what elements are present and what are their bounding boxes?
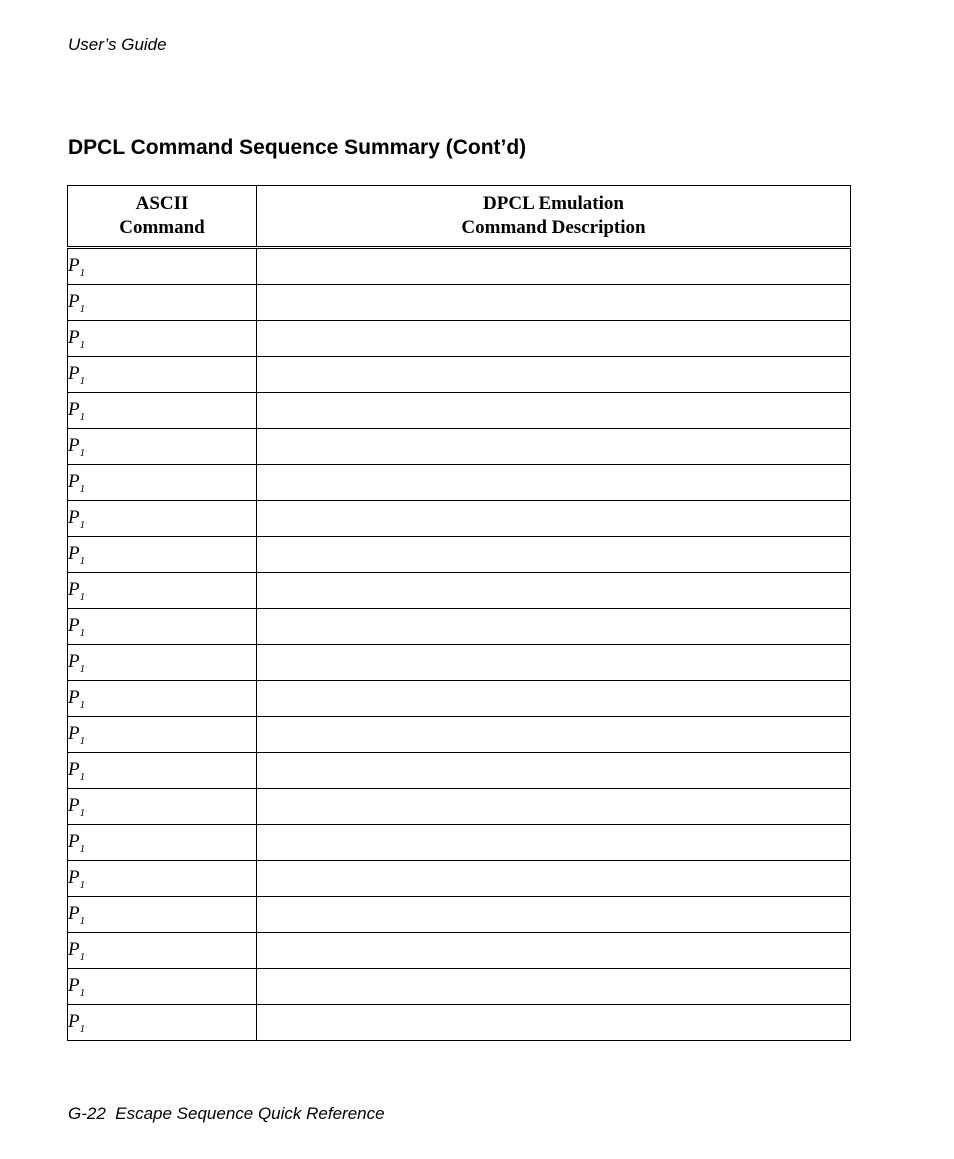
ascii-command-cell: $P_1$ bbox=[68, 897, 257, 933]
table-row bbox=[68, 1005, 851, 1041]
description-cell bbox=[257, 501, 851, 537]
table-row bbox=[68, 861, 851, 897]
ascii-command-cell: $P_1$ bbox=[68, 717, 257, 753]
description-cell bbox=[257, 429, 851, 465]
table-row bbox=[68, 321, 851, 357]
col1-header-line2: Command bbox=[119, 217, 205, 238]
ascii-command-cell: $P_1$ bbox=[68, 321, 257, 357]
description-cell bbox=[257, 861, 851, 897]
description-cell bbox=[257, 465, 851, 501]
table-row bbox=[68, 933, 851, 969]
ascii-command-cell: $P_1$ bbox=[68, 825, 257, 861]
description-cell bbox=[257, 321, 851, 357]
ascii-command-cell: $P_1$ bbox=[68, 537, 257, 573]
command-table bbox=[67, 185, 851, 1041]
col2-header-line1: DPCL Emulation bbox=[483, 193, 624, 214]
description-cell bbox=[257, 789, 851, 825]
table-row bbox=[68, 717, 851, 753]
ascii-command-cell: $P_1$ bbox=[68, 789, 257, 825]
table-row bbox=[68, 897, 851, 933]
ascii-command-cell: $P_1$ bbox=[68, 753, 257, 789]
table-row bbox=[68, 285, 851, 321]
description-cell bbox=[257, 969, 851, 1005]
ascii-command-cell: $P_1$ bbox=[68, 429, 257, 465]
ascii-command-cell: $P_1$ bbox=[68, 681, 257, 717]
table-row bbox=[68, 825, 851, 861]
ascii-command-cell: $P_1$ bbox=[68, 465, 257, 501]
description-cell bbox=[257, 285, 851, 321]
table-row bbox=[68, 645, 851, 681]
table-row bbox=[68, 573, 851, 609]
ascii-command-cell: $P_1$ bbox=[68, 393, 257, 429]
description-cell bbox=[257, 609, 851, 645]
table-row bbox=[68, 248, 851, 285]
table-row bbox=[68, 501, 851, 537]
description-cell bbox=[257, 933, 851, 969]
section-title: DPCL Command Sequence Summary (Cont’d) bbox=[68, 136, 527, 159]
description-cell bbox=[257, 357, 851, 393]
ascii-command-cell: $P_1$ bbox=[68, 1005, 257, 1041]
ascii-command-cell: $P_1$ bbox=[68, 969, 257, 1005]
description-cell bbox=[257, 537, 851, 573]
ascii-command-cell: $P_1$ bbox=[68, 248, 257, 285]
ascii-command-cell: $P_1$ bbox=[68, 609, 257, 645]
table-row bbox=[68, 789, 851, 825]
running-head: User’s Guide bbox=[68, 35, 167, 54]
description-cell bbox=[257, 573, 851, 609]
description-cell bbox=[257, 717, 851, 753]
ascii-command-cell: $P_1$ bbox=[68, 285, 257, 321]
description-cell bbox=[257, 681, 851, 717]
col2-header-line2: Command Description bbox=[461, 217, 646, 238]
page-footer: G-22 Escape Sequence Quick Reference bbox=[68, 1104, 385, 1123]
description-cell bbox=[257, 753, 851, 789]
ascii-command-cell: $P_1$ bbox=[68, 573, 257, 609]
description-cell bbox=[257, 825, 851, 861]
table-row bbox=[68, 537, 851, 573]
table-row bbox=[68, 681, 851, 717]
table-row bbox=[68, 393, 851, 429]
ascii-command-cell: $P_1$ bbox=[68, 645, 257, 681]
table-row bbox=[68, 357, 851, 393]
table-row bbox=[68, 609, 851, 645]
description-cell bbox=[257, 645, 851, 681]
ascii-command-cell: $P_1$ bbox=[68, 861, 257, 897]
description-cell bbox=[257, 393, 851, 429]
description-cell bbox=[257, 248, 851, 285]
table-header-row bbox=[68, 186, 851, 248]
description-cell bbox=[257, 897, 851, 933]
table-row bbox=[68, 429, 851, 465]
description-cell bbox=[257, 1005, 851, 1041]
table-row bbox=[68, 465, 851, 501]
col1-header-line1: ASCII bbox=[135, 193, 189, 214]
table-row bbox=[68, 753, 851, 789]
ascii-command-cell: $P_1$ bbox=[68, 933, 257, 969]
ascii-command-cell: $P_1$ bbox=[68, 501, 257, 537]
description-header bbox=[257, 186, 851, 248]
ascii-command-cell: $P_1$ bbox=[68, 357, 257, 393]
table-row bbox=[68, 969, 851, 1005]
ascii-command-header bbox=[68, 186, 257, 248]
